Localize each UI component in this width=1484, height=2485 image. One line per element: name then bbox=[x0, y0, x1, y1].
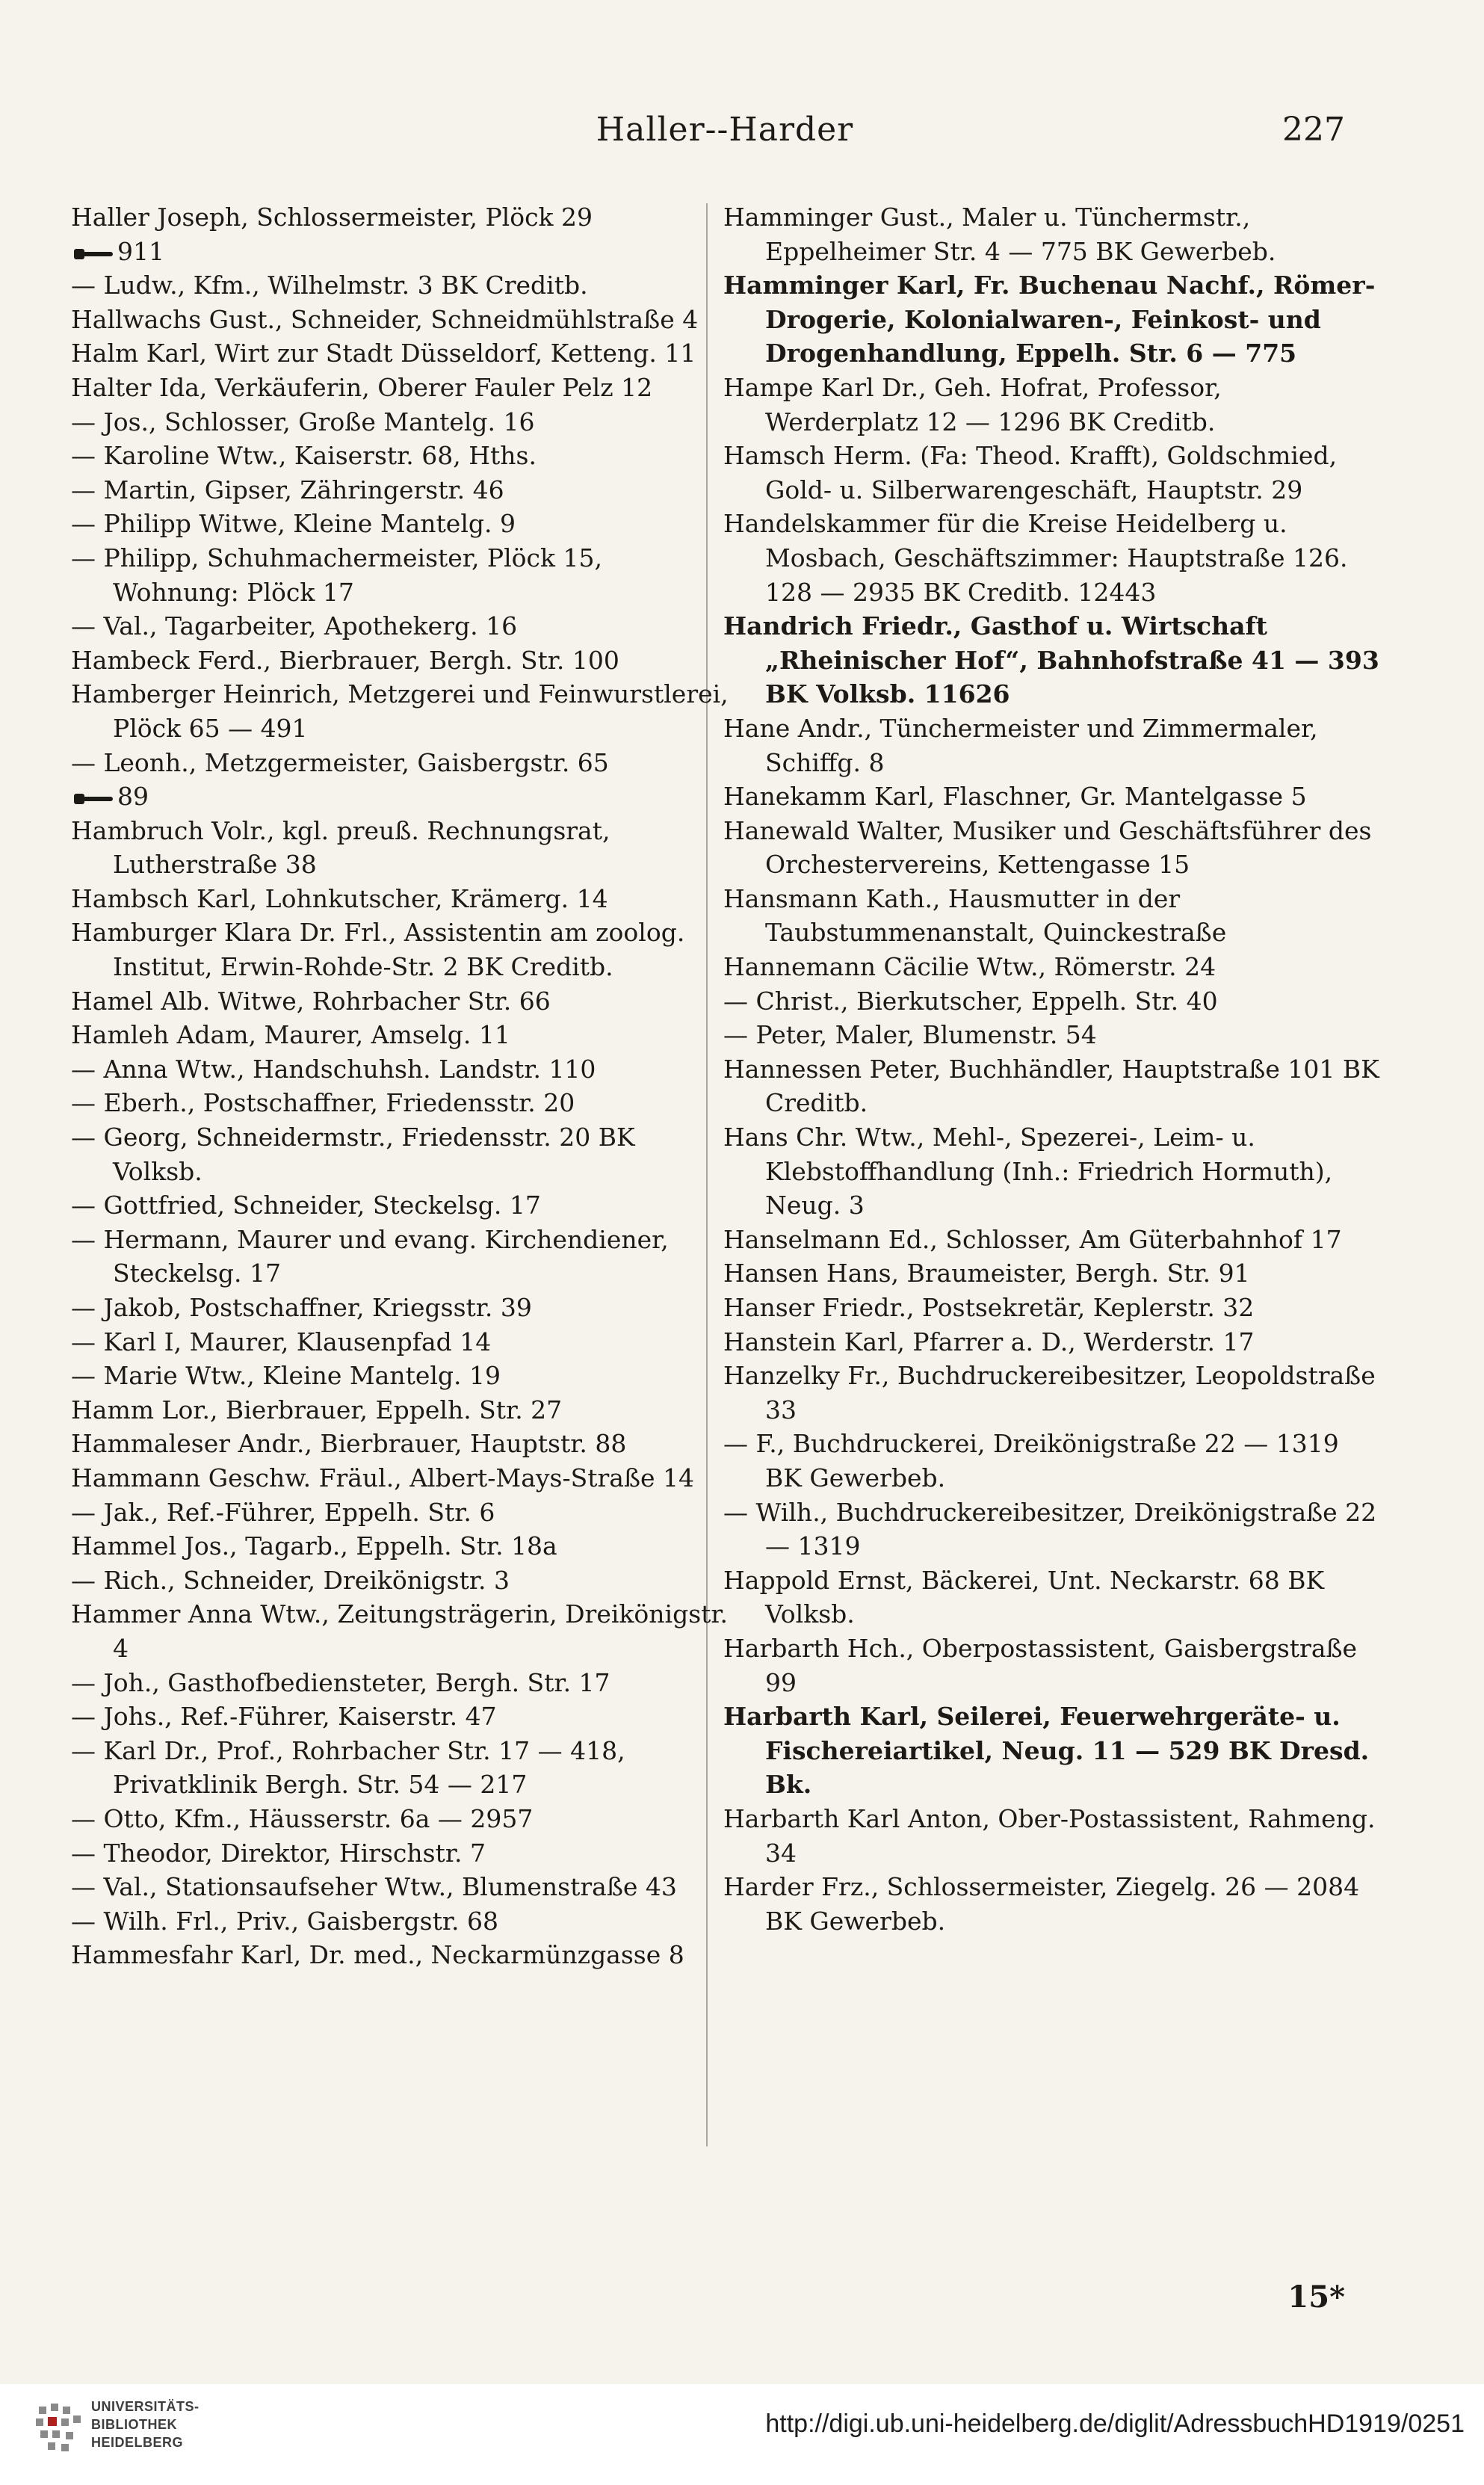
directory-entry-text: — Philipp Witwe, Kleine Mantelg. 9 bbox=[71, 509, 516, 539]
directory-entry-text: — Karl Dr., Prof., Rohrbacher Str. 17 — 418, Privatklinik Bergh. Str. 54 — 217 bbox=[71, 1735, 625, 1800]
directory-entry-text: — Wilh., Buchdruckereibesitzer, Dreikönigstraße 22 — 1319 bbox=[723, 1497, 1377, 1561]
source-url-link[interactable]: http://digi.ub.uni-heidelberg.de/diglit/AdressbuchHD1919/0251 bbox=[765, 2410, 1465, 2438]
directory-entry bbox=[71, 1393, 729, 1427]
directory-entry-text: — Jos., Schlosser, Große Mantelg. 16 bbox=[71, 407, 535, 436]
directory-entry bbox=[71, 780, 729, 814]
directory-entry bbox=[71, 473, 729, 507]
directory-entry bbox=[71, 746, 729, 780]
directory-entry-text: Hanstein Karl, Pfarrer a. D., Werderstr. 17 bbox=[723, 1327, 1255, 1356]
directory-entry bbox=[71, 1734, 729, 1802]
directory-entry bbox=[71, 507, 729, 541]
directory-entry bbox=[71, 1938, 729, 1972]
directory-entry bbox=[723, 984, 1381, 1019]
directory-entry-text: — Gottfried, Schneider, Steckelsg. 17 bbox=[71, 1191, 541, 1220]
directory-entry bbox=[71, 1495, 729, 1530]
directory-entry bbox=[723, 439, 1381, 507]
directory-entry bbox=[71, 303, 729, 337]
directory-entry bbox=[723, 882, 1381, 950]
directory-entry-text: — Johs., Ref.-Führer, Kaiserstr. 47 bbox=[71, 1702, 497, 1732]
directory-entry bbox=[71, 1120, 729, 1188]
directory-entry bbox=[71, 1529, 729, 1563]
directory-entry bbox=[723, 1632, 1381, 1700]
directory-entry bbox=[723, 950, 1381, 984]
directory-entry bbox=[71, 336, 729, 371]
right-column bbox=[723, 200, 1381, 1938]
left-column bbox=[71, 200, 729, 1972]
directory-entry-text: Hane Andr., Tünchermeister und Zimmermaler, Schiffg. 8 bbox=[723, 713, 1318, 777]
directory-entry-text: Hamberger Heinrich, Metzgerei und Feinwurstlerei, Plöck 65 — 491 bbox=[71, 679, 729, 743]
directory-entry bbox=[723, 1256, 1381, 1291]
directory-entry-text: — Otto, Kfm., Häusserstr. 6a — 2957 bbox=[71, 1803, 534, 1833]
directory-entry-text: Hansmann Kath., Hausmutter in der Taubstummenanstalt, Quinckestraße bbox=[723, 883, 1227, 948]
directory-entry-text: Hammann Geschw. Fräul., Albert-Mays-Straße 14 bbox=[71, 1463, 694, 1492]
directory-entry-text: Hamminger Karl, Fr. Buchenau Nachf., Römer-Drogerie, Kolonialwaren-, Feinkost- und Drogenhandlung, Eppelh. Str. 6 — 775 bbox=[723, 271, 1376, 368]
footer bbox=[0, 2384, 1484, 2485]
directory-entry bbox=[71, 1597, 729, 1665]
directory-entry bbox=[723, 609, 1381, 711]
directory-entry-text: Handelskammer für die Kreise Heidelberg u. Mosbach, Geschäftszimmer: Hauptstraße 126. 128 — 2935 BK Creditb. 12443 bbox=[723, 509, 1348, 607]
directory-entry bbox=[723, 507, 1381, 609]
directory-entry-text: — Marie Wtw., Kleine Mantelg. 19 bbox=[71, 1361, 501, 1391]
directory-entry bbox=[71, 439, 729, 473]
directory-entry-text: Hamleh Adam, Maurer, Amselg. 11 bbox=[71, 1020, 510, 1050]
directory-entry bbox=[71, 882, 729, 916]
running-header: Haller--Harder bbox=[596, 111, 854, 149]
directory-entry-text: Hammel Jos., Tagarb., Eppelh. Str. 18a bbox=[71, 1531, 557, 1561]
directory-entry-text: Hannemann Cäcilie Wtw., Römerstr. 24 bbox=[723, 952, 1216, 982]
directory-entry bbox=[71, 1188, 729, 1223]
directory-entry bbox=[723, 711, 1381, 780]
library-name-line-2: BIBLIOTHEK bbox=[91, 2417, 177, 2432]
library-name-line-3: HEIDELBERG bbox=[91, 2435, 184, 2450]
directory-entry bbox=[723, 371, 1381, 439]
directory-entry bbox=[71, 1904, 729, 1939]
directory-entry bbox=[71, 916, 729, 984]
directory-entry-text: Hansen Hans, Braumeister, Bergh. Str. 91 bbox=[723, 1259, 1250, 1288]
directory-entry bbox=[723, 1427, 1381, 1495]
directory-entry-text: Happold Ernst, Bäckerei, Unt. Neckarstr. 68 BK Volksb. bbox=[723, 1565, 1325, 1629]
page-number: 227 bbox=[1282, 111, 1345, 149]
directory-entry-text: Hamsch Herm. (Fa: Theod. Krafft), Goldschmied, Gold- u. Silberwarengeschäft, Hauptstr. 29 bbox=[723, 441, 1338, 504]
directory-entry-text: Hamburger Klara Dr. Frl., Assistentin am zoolog. Institut, Erwin-Rohde-Str. 2 BK Creditb. bbox=[71, 918, 685, 982]
directory-entry-text: Handrich Friedr., Gasthof u. Wirtschaft „Rheinischer Hof“, Bahnhofstraße 41 — 393 BK Volksb. 11626 bbox=[723, 611, 1379, 709]
directory-entry-text: Hammaleser Andr., Bierbrauer, Hauptstr. 88 bbox=[71, 1429, 627, 1459]
directory-entry bbox=[723, 1563, 1381, 1632]
directory-entry-text: Harbarth Karl Anton, Ober-Postassistent, Rahmeng. 34 bbox=[723, 1803, 1376, 1868]
directory-entry bbox=[71, 643, 729, 678]
directory-entry-text: — Jakob, Postschaffner, Kriegsstr. 39 bbox=[71, 1293, 532, 1322]
directory-entry bbox=[71, 1223, 729, 1291]
directory-entry-text: — Val., Stationsaufseher Wtw., Blumenstraße 43 bbox=[71, 1872, 677, 1902]
library-name-line-1: UNIVERSITÄTS- bbox=[91, 2399, 200, 2414]
directory-entry bbox=[71, 1325, 729, 1359]
directory-entry bbox=[71, 609, 729, 643]
directory-entry bbox=[71, 677, 729, 745]
directory-entry-text: Hanzelky Fr., Buchdruckereibesitzer, Leopoldstraße 33 bbox=[723, 1361, 1376, 1424]
directory-entry bbox=[723, 1223, 1381, 1257]
directory-entry-text: Hambeck Ferd., Bierbrauer, Bergh. Str. 100 bbox=[71, 645, 619, 675]
telephone-icon bbox=[74, 790, 114, 806]
directory-entry-text: Hamminger Gust., Maler u. Tünchermstr., Eppelheimer Str. 4 — 775 BK Gewerbeb. bbox=[723, 203, 1276, 266]
directory-entry bbox=[71, 1052, 729, 1087]
directory-entry bbox=[71, 235, 729, 269]
directory-entry-text: Hamm Lor., Bierbrauer, Eppelh. Str. 27 bbox=[71, 1395, 563, 1424]
directory-entry-text: — Ludw., Kfm., Wilhelmstr. 3 BK Creditb. bbox=[71, 271, 588, 300]
directory-entry bbox=[723, 200, 1381, 268]
directory-entry bbox=[71, 1018, 729, 1052]
directory-entry-text: Halter Ida, Verkäuferin, Oberer Fauler Pelz 12 bbox=[71, 372, 653, 402]
telephone-icon bbox=[74, 245, 114, 262]
directory-entry-text: — Joh., Gasthofbediensteter, Bergh. Str. 17 bbox=[71, 1667, 610, 1697]
directory-entry bbox=[723, 1120, 1381, 1223]
directory-entry-text: Hampe Karl Dr., Geh. Hofrat, Professor, Werderplatz 12 — 1296 BK Creditb. bbox=[723, 372, 1222, 436]
directory-entry bbox=[71, 1291, 729, 1325]
directory-entry bbox=[71, 1666, 729, 1700]
directory-entry bbox=[71, 268, 729, 303]
directory-entry-text: — Hermann, Maurer und evang. Kirchendiener, Steckelsg. 17 bbox=[71, 1224, 669, 1288]
directory-entry bbox=[723, 1052, 1381, 1120]
directory-entry-text: Harder Frz., Schlossermeister, Ziegelg. 26 — 2084 BK Gewerbeb. bbox=[723, 1872, 1360, 1936]
directory-entry-text: Hallwachs Gust., Schneider, Schneidmühlstraße 4 bbox=[71, 304, 699, 334]
directory-entry bbox=[71, 1870, 729, 1904]
directory-entry bbox=[723, 814, 1381, 882]
directory-entry bbox=[71, 1086, 729, 1120]
directory-entry-text: — Martin, Gipser, Zähringerstr. 46 bbox=[71, 475, 504, 504]
directory-entry bbox=[71, 1836, 729, 1871]
directory-entry bbox=[71, 984, 729, 1019]
directory-entry-text: — Christ., Bierkutscher, Eppelh. Str. 40 bbox=[723, 986, 1218, 1016]
directory-entry-text: Hamel Alb. Witwe, Rohrbacher Str. 66 bbox=[71, 986, 551, 1016]
directory-entry-text: Haller Joseph, Schlossermeister, Plöck 29 bbox=[71, 203, 593, 232]
directory-entry bbox=[723, 780, 1381, 814]
library-name bbox=[91, 2398, 241, 2451]
directory-entry-text: — Philipp, Schuhmachermeister, Plöck 15, Wohnung: Plöck 17 bbox=[71, 543, 602, 607]
directory-entry-text: — Georg, Schneidermstr., Friedensstr. 20 BK Volksb. bbox=[71, 1123, 635, 1186]
directory-entry bbox=[723, 1802, 1381, 1870]
directory-entry-text: — Anna Wtw., Handschuhsh. Landstr. 110 bbox=[71, 1054, 596, 1084]
directory-entry-text: — Theodor, Direktor, Hirschstr. 7 bbox=[71, 1838, 486, 1868]
directory-entry bbox=[723, 1325, 1381, 1359]
directory-entry-text: Hambruch Volr., kgl. preuß. Rechnungsrat, Lutherstraße 38 bbox=[71, 815, 610, 880]
directory-entry bbox=[71, 1461, 729, 1495]
directory-entry bbox=[71, 1802, 729, 1836]
directory-entry-text: Hanser Friedr., Postsekretär, Keplerstr. 32 bbox=[723, 1293, 1255, 1322]
directory-entry bbox=[71, 1563, 729, 1598]
directory-entry bbox=[71, 814, 729, 882]
directory-entry-text: — Jak., Ref.-Führer, Eppelh. Str. 6 bbox=[71, 1497, 495, 1527]
directory-entry bbox=[723, 1495, 1381, 1563]
directory-entry-text: Hammer Anna Wtw., Zeitungsträgerin, Dreikönigstr. 4 bbox=[71, 1599, 729, 1663]
directory-entry-text: — Eberh., Postschaffner, Friedensstr. 20 bbox=[71, 1088, 575, 1118]
directory-entry bbox=[723, 1700, 1381, 1802]
directory-entry-text: — Leonh., Metzgermeister, Gaisbergstr. 65 bbox=[71, 747, 609, 777]
directory-entry-text: Hammesfahr Karl, Dr. med., Neckarmünzgasse 8 bbox=[71, 1940, 684, 1970]
directory-entry-text: Harbarth Karl, Seilerei, Feuerwehrgeräte- u. Fischereiartikel, Neug. 11 — 529 BK Dresd. Bk. bbox=[723, 1702, 1370, 1800]
directory-entry-text: — Rich., Schneider, Dreikönigstr. 3 bbox=[71, 1565, 510, 1595]
directory-entry bbox=[71, 200, 729, 235]
directory-entry bbox=[71, 371, 729, 405]
directory-entry-text: — Wilh. Frl., Priv., Gaisbergstr. 68 bbox=[71, 1906, 498, 1936]
directory-entry-text: Hambsch Karl, Lohnkutscher, Krämerg. 14 bbox=[71, 883, 608, 913]
directory-entry-text: — F., Buchdruckerei, Dreikönigstraße 22 — 1319 BK Gewerbeb. bbox=[723, 1429, 1339, 1492]
directory-entry-text: 911 bbox=[117, 236, 164, 266]
directory-entry-text: Hanselmann Ed., Schlosser, Am Güterbahnhof 17 bbox=[723, 1224, 1342, 1254]
directory-entry-text: Hans Chr. Wtw., Mehl-, Spezerei-, Leim- u. Klebstoffhandlung (Inh.: Friedrich Hormuth), Neug. 3 bbox=[723, 1123, 1333, 1220]
directory-entry-text: Hanewald Walter, Musiker und Geschäftsführer des Orchestervereins, Kettengasse 15 bbox=[723, 815, 1372, 880]
directory-entry bbox=[723, 1870, 1381, 1938]
directory-entry-text: Halm Karl, Wirt zur Stadt Düsseldorf, Ketteng. 11 bbox=[71, 339, 696, 368]
directory-entry bbox=[723, 268, 1381, 371]
directory-entry bbox=[723, 1291, 1381, 1325]
directory-entry-text: 89 bbox=[117, 782, 149, 812]
directory-entry-text: Hanekamm Karl, Flaschner, Gr. Mantelgasse 5 bbox=[723, 782, 1307, 812]
directory-entry bbox=[71, 541, 729, 609]
directory-entry bbox=[71, 1359, 729, 1393]
directory-entry-text: Hannessen Peter, Buchhändler, Hauptstraße 101 BK Creditb. bbox=[723, 1054, 1379, 1118]
directory-entry-text: — Val., Tagarbeiter, Apothekerg. 16 bbox=[71, 611, 518, 641]
directory-entry bbox=[71, 1700, 729, 1734]
directory-entry-text: — Karoline Wtw., Kaiserstr. 68, Hths. bbox=[71, 441, 537, 471]
directory-entry bbox=[723, 1359, 1381, 1427]
directory-entry bbox=[723, 1018, 1381, 1052]
directory-entry-text: Harbarth Hch., Oberpostassistent, Gaisbergstraße 99 bbox=[723, 1633, 1358, 1697]
directory-entry-text: — Karl I, Maurer, Klausenpfad 14 bbox=[71, 1327, 492, 1356]
library-logo-icon bbox=[31, 2399, 87, 2454]
directory-entry bbox=[71, 1427, 729, 1461]
directory-entry-text: — Peter, Maler, Blumenstr. 54 bbox=[723, 1020, 1097, 1050]
signature-mark: 15* bbox=[1287, 2279, 1345, 2315]
directory-entry bbox=[71, 405, 729, 439]
